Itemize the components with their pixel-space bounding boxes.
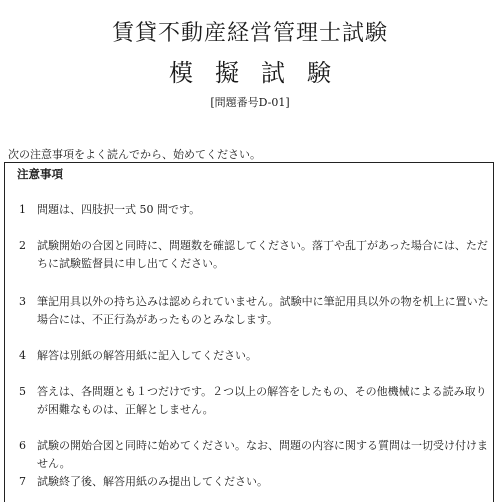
note-item — [19, 473, 489, 491]
notes-heading: 注意事項 — [17, 167, 63, 181]
note-item — [19, 237, 489, 273]
note-item — [19, 201, 489, 219]
note-item — [19, 347, 489, 365]
document-title: 賃貸不動産経営管理士試験 — [111, 21, 388, 46]
note-item — [19, 293, 489, 329]
note-text: 試験の開始合図と同時に始めてください。なお、問題の内容に関する質問は一切受け付けません。 — [37, 439, 488, 470]
note-number: 2 — [19, 239, 26, 252]
note-item — [19, 383, 489, 419]
note-text: 答えは、各問題とも１つだけです。２つ以上の解答をしたもの、その他機械による読み取りが困難なものは、正解としません。 — [37, 385, 487, 416]
note-number: 5 — [19, 385, 26, 398]
notes-box — [4, 162, 494, 502]
note-number: 3 — [19, 295, 26, 308]
note-number: 4 — [19, 349, 26, 362]
note-text: 試験終了後、解答用紙のみ提出してください。 — [37, 475, 268, 488]
note-text: 問題は、四肢択一式 50 問です。 — [37, 203, 201, 216]
note-item — [19, 437, 489, 473]
note-text: 解答は別紙の解答用紙に記入してください。 — [37, 349, 257, 362]
note-number: 1 — [19, 203, 26, 216]
instruction-text: 次の注意事項をよく読んでから、始めてください。 — [8, 148, 261, 161]
document-subtitle: 模擬試験 — [169, 59, 353, 87]
note-text: 筆記用具以外の持ち込みは認められていません。試験中に筆記用具以外の物を机上に置いた場合には、不正行為があったものとみなします。 — [37, 295, 489, 326]
note-text: 試験開始の合図と同時に、問題数を確認してください。落丁や乱丁があった場合には、ただちに試験監督員に申し出てください。 — [37, 239, 488, 270]
note-number: 6 — [19, 439, 26, 452]
note-number: 7 — [19, 475, 26, 488]
problem-code: [問題番号D-01] — [210, 96, 290, 109]
